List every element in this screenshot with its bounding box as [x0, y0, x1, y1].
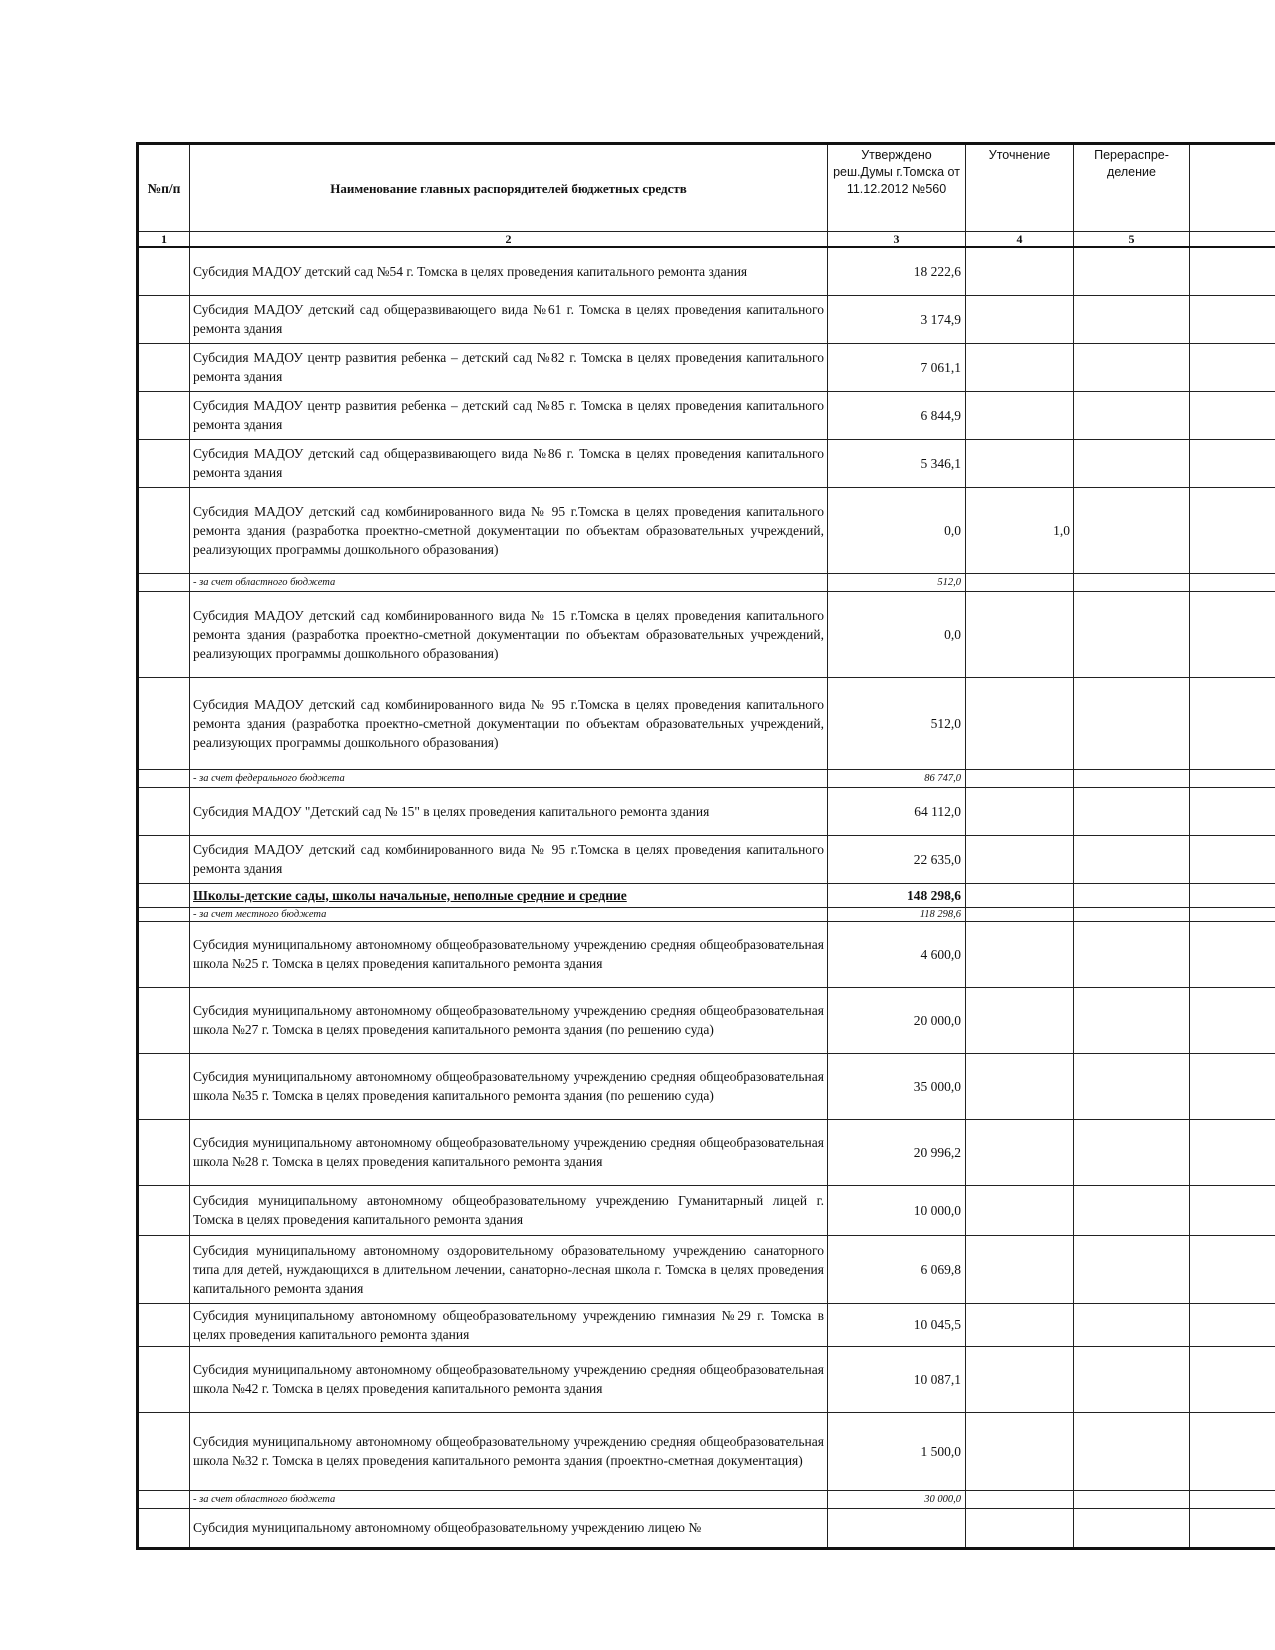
col-extra-header	[1190, 144, 1275, 232]
table-row	[138, 787, 1275, 835]
row-clarification-value	[966, 591, 1074, 677]
row-number-cell	[138, 835, 190, 883]
row-number-cell	[138, 1508, 190, 1548]
row-redistribution-cell	[1074, 1508, 1190, 1548]
row-description: - за счет областного бюджета	[190, 1490, 828, 1508]
row-extra-cell	[1190, 921, 1275, 987]
row-redistribution-cell	[1074, 573, 1190, 591]
row-clarification-value	[966, 573, 1074, 591]
row-approved-value: 4 600,0	[828, 921, 966, 987]
col-clarification-header: Уточнение	[966, 144, 1074, 232]
row-approved-value: 64 112,0	[828, 787, 966, 835]
table-row	[138, 343, 1275, 391]
row-description: Субсидия муниципальному автономному общеобразовательному учреждению средняя общеобразовательная школа №35 г. Томска в целях проведения капитального ремонта здания (по решению суда)	[190, 1053, 828, 1119]
row-description: Субсидия муниципальному автономному общеобразовательному учреждению лицею №	[190, 1508, 828, 1548]
row-clarification-value	[966, 1235, 1074, 1303]
row-clarification-value	[966, 295, 1074, 343]
row-description: Субсидия МАДОУ детский сад комбинированного вида № 95 г.Томска в целях проведения капитального ремонта здания (разработка проектно-сметной документации по объектам образовательных учреждений, реализующих программы дошкольного образования)	[190, 677, 828, 769]
row-redistribution-cell	[1074, 769, 1190, 787]
row-description: - за счет местного бюджета	[190, 907, 828, 921]
row-extra-cell	[1190, 1119, 1275, 1185]
row-number-cell	[138, 883, 190, 907]
table-row	[138, 677, 1275, 769]
row-number-cell	[138, 987, 190, 1053]
row-clarification-value	[966, 1508, 1074, 1548]
row-number-cell	[138, 677, 190, 769]
row-redistribution-cell	[1074, 439, 1190, 487]
row-approved-value: 148 298,6	[828, 883, 966, 907]
row-clarification-value	[966, 1346, 1074, 1412]
row-approved-value: 20 000,0	[828, 987, 966, 1053]
row-description: Субсидия МАДОУ детский сад общеразвивающего вида №86 г. Томска в целях проведения капитального ремонта здания	[190, 439, 828, 487]
row-number-cell	[138, 1235, 190, 1303]
row-extra-cell	[1190, 835, 1275, 883]
row-approved-value: 22 635,0	[828, 835, 966, 883]
row-approved-value: 3 174,9	[828, 295, 966, 343]
row-clarification-value	[966, 1185, 1074, 1235]
table-row	[138, 1235, 1275, 1303]
row-number-cell	[138, 907, 190, 921]
row-description: Субсидия муниципальному автономному общеобразовательному учреждению средняя общеобразовательная школа №28 г. Томска в целях проведения капитального ремонта здания	[190, 1119, 828, 1185]
row-description: Субсидия МАДОУ детский сад №54 г. Томска в целях проведения капитального ремонта здания	[190, 247, 828, 295]
row-approved-value: 6 844,9	[828, 391, 966, 439]
funding-source-row	[138, 573, 1275, 591]
column-number-row	[138, 232, 1275, 248]
table-row	[138, 987, 1275, 1053]
row-number-cell	[138, 769, 190, 787]
row-clarification-value	[966, 769, 1074, 787]
column-number: 5	[1074, 232, 1190, 248]
row-number-cell	[138, 1490, 190, 1508]
row-redistribution-cell	[1074, 295, 1190, 343]
row-extra-cell	[1190, 1490, 1275, 1508]
row-description: - за счет федерального бюджета	[190, 769, 828, 787]
column-number	[1190, 232, 1275, 248]
col-approved-header: Утверждено реш.Думы г.Томска от 11.12.2012 №560	[828, 144, 966, 232]
row-clarification-value	[966, 1053, 1074, 1119]
row-extra-cell	[1190, 987, 1275, 1053]
row-approved-value: 86 747,0	[828, 769, 966, 787]
row-number-cell	[138, 1412, 190, 1490]
row-approved-value: 7 061,1	[828, 343, 966, 391]
row-extra-cell	[1190, 439, 1275, 487]
row-clarification-value	[966, 1303, 1074, 1346]
row-clarification-value	[966, 247, 1074, 295]
row-clarification-value	[966, 907, 1074, 921]
row-extra-cell	[1190, 787, 1275, 835]
row-number-cell	[138, 487, 190, 573]
row-clarification-value	[966, 883, 1074, 907]
row-description: Субсидия МАДОУ "Детский сад № 15" в целях проведения капитального ремонта здания	[190, 787, 828, 835]
row-approved-value: 5 346,1	[828, 439, 966, 487]
row-clarification-value	[966, 921, 1074, 987]
row-redistribution-cell	[1074, 343, 1190, 391]
row-extra-cell	[1190, 677, 1275, 769]
row-description: Субсидия муниципальному автономному общеобразовательному учреждению средняя общеобразовательная школа №25 г. Томска в целях проведения капитального ремонта здания	[190, 921, 828, 987]
row-number-cell	[138, 921, 190, 987]
row-redistribution-cell	[1074, 677, 1190, 769]
row-approved-value: 20 996,2	[828, 1119, 966, 1185]
row-approved-value: 118 298,6	[828, 907, 966, 921]
row-redistribution-cell	[1074, 883, 1190, 907]
row-extra-cell	[1190, 1412, 1275, 1490]
col-name-header: Наименование главных распорядителей бюджетных средств	[190, 144, 828, 232]
table-row	[138, 247, 1275, 295]
column-number: 4	[966, 232, 1074, 248]
row-description: Субсидия муниципальному автономному общеобразовательному учреждению Гуманитарный лицей г. Томска в целях проведения капитального ремонта здания	[190, 1185, 828, 1235]
row-approved-value: 10 000,0	[828, 1185, 966, 1235]
table-row	[138, 1185, 1275, 1235]
row-clarification-value	[966, 439, 1074, 487]
row-extra-cell	[1190, 591, 1275, 677]
row-description: Субсидия муниципальному автономному общеобразовательному учреждению средняя общеобразовательная школа №32 г. Томска в целях проведения капитального ремонта здания (проектно-сметная документация)	[190, 1412, 828, 1490]
row-approved-value: 18 222,6	[828, 247, 966, 295]
row-redistribution-cell	[1074, 921, 1190, 987]
row-redistribution-cell	[1074, 907, 1190, 921]
row-extra-cell	[1190, 769, 1275, 787]
row-clarification-value	[966, 1119, 1074, 1185]
row-extra-cell	[1190, 391, 1275, 439]
table-row	[138, 391, 1275, 439]
section-total-row	[138, 883, 1275, 907]
col-redistribution-header: Перераспре-деление	[1074, 144, 1190, 232]
row-extra-cell	[1190, 883, 1275, 907]
row-number-cell	[138, 573, 190, 591]
table-row	[138, 439, 1275, 487]
row-extra-cell	[1190, 343, 1275, 391]
row-extra-cell	[1190, 1053, 1275, 1119]
row-description: Субсидия МАДОУ центр развития ребенка – детский сад №85 г. Томска в целях проведения капитального ремонта здания	[190, 391, 828, 439]
budget-table	[136, 142, 1275, 1550]
col-num-header: №п/п	[138, 144, 190, 232]
table-row	[138, 1508, 1275, 1548]
row-redistribution-cell	[1074, 1412, 1190, 1490]
row-approved-value: 6 069,8	[828, 1235, 966, 1303]
column-number: 3	[828, 232, 966, 248]
row-description: Субсидия МАДОУ детский сад общеразвивающего вида №61 г. Томска в целях проведения капитального ремонта здания	[190, 295, 828, 343]
table-row	[138, 295, 1275, 343]
row-approved-value: 10 045,5	[828, 1303, 966, 1346]
row-description: Субсидия муниципальному автономному общеобразовательному учреждению гимназия №29 г. Томска в целях проведения капитального ремонта здания	[190, 1303, 828, 1346]
row-approved-value: 30 000,0	[828, 1490, 966, 1508]
row-redistribution-cell	[1074, 1490, 1190, 1508]
table-row	[138, 1346, 1275, 1412]
row-redistribution-cell	[1074, 591, 1190, 677]
row-approved-value: 35 000,0	[828, 1053, 966, 1119]
row-redistribution-cell	[1074, 247, 1190, 295]
row-redistribution-cell	[1074, 391, 1190, 439]
row-number-cell	[138, 295, 190, 343]
row-extra-cell	[1190, 1185, 1275, 1235]
table-row	[138, 1119, 1275, 1185]
row-extra-cell	[1190, 573, 1275, 591]
row-number-cell	[138, 343, 190, 391]
row-clarification-value	[966, 343, 1074, 391]
row-extra-cell	[1190, 1235, 1275, 1303]
row-clarification-value	[966, 987, 1074, 1053]
row-approved-value: 1 500,0	[828, 1412, 966, 1490]
row-approved-value	[828, 1508, 966, 1548]
row-redistribution-cell	[1074, 1053, 1190, 1119]
table-body	[138, 247, 1275, 1548]
row-redistribution-cell	[1074, 1119, 1190, 1185]
row-clarification-value: 1,0	[966, 487, 1074, 573]
row-clarification-value	[966, 787, 1074, 835]
row-redistribution-cell	[1074, 1346, 1190, 1412]
row-description: Субсидия муниципальному автономному общеобразовательному учреждению средняя общеобразовательная школа №42 г. Томска в целях проведения капитального ремонта здания	[190, 1346, 828, 1412]
row-extra-cell	[1190, 295, 1275, 343]
row-description: Субсидия муниципальному автономному общеобразовательному учреждению средняя общеобразовательная школа №27 г. Томска в целях проведения капитального ремонта здания (по решению суда)	[190, 987, 828, 1053]
row-extra-cell	[1190, 1508, 1275, 1548]
table-row	[138, 1053, 1275, 1119]
row-redistribution-cell	[1074, 987, 1190, 1053]
row-clarification-value	[966, 1490, 1074, 1508]
funding-source-row	[138, 1490, 1275, 1508]
row-approved-value: 10 087,1	[828, 1346, 966, 1412]
row-description: Субсидия МАДОУ детский сад комбинированного вида № 95 г.Томска в целях проведения капитального ремонта здания	[190, 835, 828, 883]
column-number: 1	[138, 232, 190, 248]
row-redistribution-cell	[1074, 487, 1190, 573]
table-row	[138, 1412, 1275, 1490]
row-number-cell	[138, 247, 190, 295]
row-description: Школы-детские сады, школы начальные, неполные средние и средние	[190, 883, 828, 907]
table-header-row	[138, 144, 1275, 232]
row-clarification-value	[966, 835, 1074, 883]
row-clarification-value	[966, 677, 1074, 769]
table-row	[138, 591, 1275, 677]
row-redistribution-cell	[1074, 1303, 1190, 1346]
row-number-cell	[138, 1119, 190, 1185]
row-extra-cell	[1190, 247, 1275, 295]
funding-source-row	[138, 769, 1275, 787]
table-row	[138, 487, 1275, 573]
row-description: Субсидия МАДОУ детский сад комбинированного вида № 15 г.Томска в целях проведения капитального ремонта здания (разработка проектно-сметной документации по объектам образовательных учреждений, реализующих программы дошкольного образования)	[190, 591, 828, 677]
row-approved-value: 512,0	[828, 573, 966, 591]
table-row	[138, 835, 1275, 883]
row-redistribution-cell	[1074, 1185, 1190, 1235]
table-row	[138, 921, 1275, 987]
row-redistribution-cell	[1074, 1235, 1190, 1303]
row-extra-cell	[1190, 487, 1275, 573]
row-number-cell	[138, 1303, 190, 1346]
row-redistribution-cell	[1074, 835, 1190, 883]
row-redistribution-cell	[1074, 787, 1190, 835]
row-number-cell	[138, 1346, 190, 1412]
funding-source-row	[138, 907, 1275, 921]
row-clarification-value	[966, 1412, 1074, 1490]
column-number: 2	[190, 232, 828, 248]
row-description: Субсидия МАДОУ центр развития ребенка – детский сад №82 г. Томска в целях проведения капитального ремонта здания	[190, 343, 828, 391]
row-number-cell	[138, 391, 190, 439]
row-extra-cell	[1190, 1303, 1275, 1346]
row-number-cell	[138, 787, 190, 835]
row-approved-value: 512,0	[828, 677, 966, 769]
row-description: Субсидия МАДОУ детский сад комбинированного вида № 95 г.Томска в целях проведения капитального ремонта здания (разработка проектно-сметной документации по объектам образовательных учреждений, реализующих программы дошкольного образования)	[190, 487, 828, 573]
row-approved-value: 0,0	[828, 591, 966, 677]
row-number-cell	[138, 591, 190, 677]
row-extra-cell	[1190, 907, 1275, 921]
row-number-cell	[138, 439, 190, 487]
row-number-cell	[138, 1053, 190, 1119]
row-description: Субсидия муниципальному автономному оздоровительному образовательному учреждению санаторного типа для детей, нуждающихся в длительном лечении, санаторно-лесная школа г. Томска в целях проведения капитального ремонта здания	[190, 1235, 828, 1303]
row-description: - за счет областного бюджета	[190, 573, 828, 591]
row-approved-value: 0,0	[828, 487, 966, 573]
row-number-cell	[138, 1185, 190, 1235]
table-row	[138, 1303, 1275, 1346]
row-clarification-value	[966, 391, 1074, 439]
row-extra-cell	[1190, 1346, 1275, 1412]
